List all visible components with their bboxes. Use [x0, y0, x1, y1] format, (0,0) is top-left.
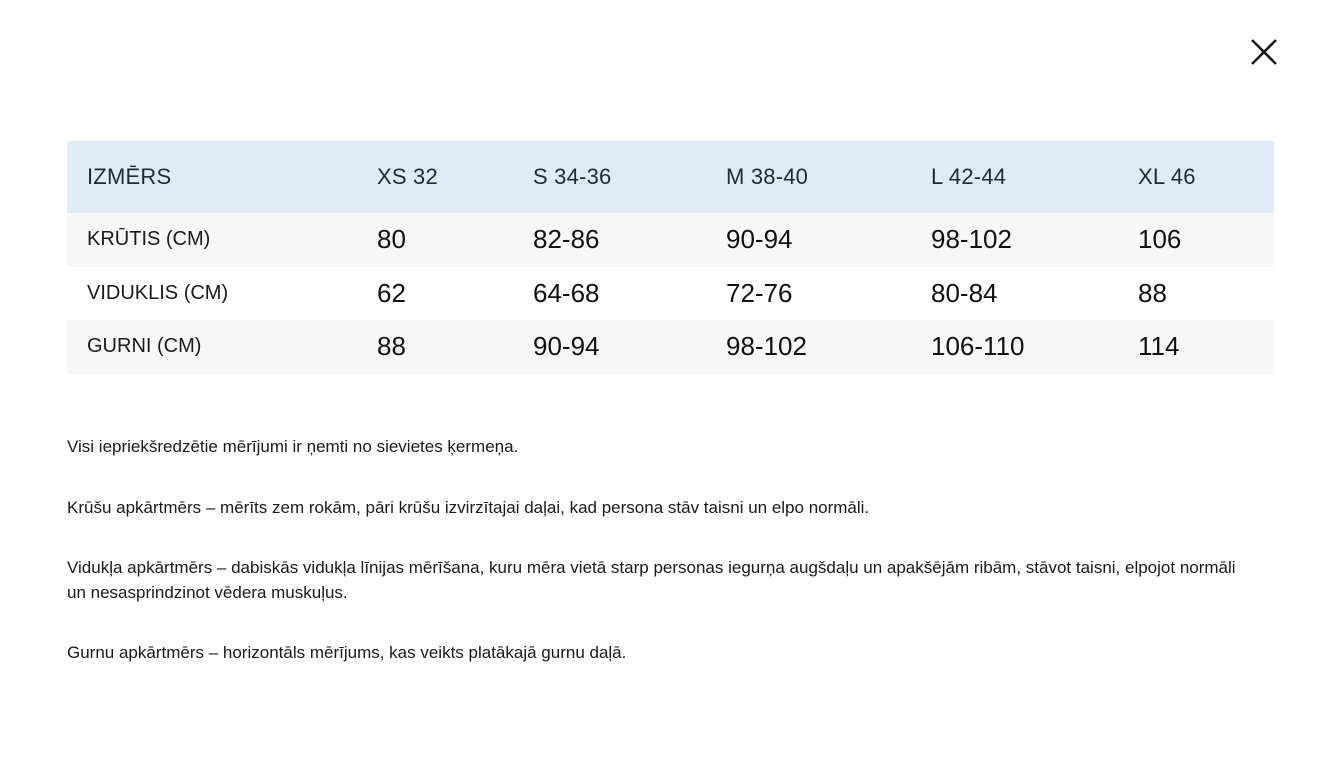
header-size-xs: XS 32 [377, 164, 438, 189]
table-cell: 62 [377, 277, 406, 308]
table-cell: 106-110 [931, 331, 1025, 362]
table-cell: 88 [377, 331, 406, 362]
header-size-m: M 38-40 [726, 164, 809, 189]
table-row-hips [67, 320, 1274, 374]
table-cell: 114 [1138, 331, 1180, 362]
table-cell: 82-86 [533, 224, 600, 255]
measurement-notes [67, 435, 1257, 702]
close-button[interactable] [1244, 32, 1284, 72]
table-row-waist [67, 267, 1274, 321]
row-label: GURNI (CM) [87, 335, 202, 358]
note-waist-measurement: Vidukļa apkārtmērs – dabiskās vidukļa līnijas mērīšana, kuru mēra vietā starp personas iegurņa augšdaļu un apakšējām ribām, stāvot taisni, elpojot normāli un nesasprindzinot vēdera muskuļus. [67, 558, 1236, 602]
table-cell: 90-94 [726, 224, 793, 255]
table-cell: 90-94 [533, 331, 600, 362]
table-cell: 98-102 [931, 224, 1012, 255]
table-header-row [67, 141, 1274, 213]
note-bust-measurement: Krūšu apkārtmērs – mērīts zem rokām, pāri krūšu izvirzītajai daļai, kad persona stāv taisni un elpo normāli. [67, 497, 870, 517]
table-cell: 106 [1138, 224, 1182, 255]
table-cell: 98-102 [726, 331, 807, 362]
header-size-l: L 42-44 [931, 164, 1007, 189]
header-size-label: IZMĒRS [87, 164, 172, 189]
note-body-reference: Visi iepriekšredzētie mērījumi ir ņemti no sievietes ķermeņa. [67, 437, 519, 456]
table-cell: 80-84 [931, 277, 998, 308]
table-row-bust [67, 213, 1274, 267]
size-chart-table [67, 141, 1274, 374]
close-icon[interactable] [1249, 37, 1279, 67]
header-size-s: S 34-36 [533, 164, 612, 189]
table-cell: 80 [377, 224, 406, 255]
table-cell: 72-76 [726, 277, 793, 308]
row-label: KRŪTIS (CM) [87, 228, 211, 251]
row-label: VIDUKLIS (CM) [87, 281, 229, 304]
header-size-xl: XL 46 [1138, 164, 1196, 189]
note-hip-measurement: Gurnu apkārtmērs – horizontāls mērījums, kas veikts platākajā gurnu daļā. [67, 643, 627, 662]
table-cell: 88 [1138, 277, 1167, 308]
table-cell: 64-68 [533, 277, 600, 308]
